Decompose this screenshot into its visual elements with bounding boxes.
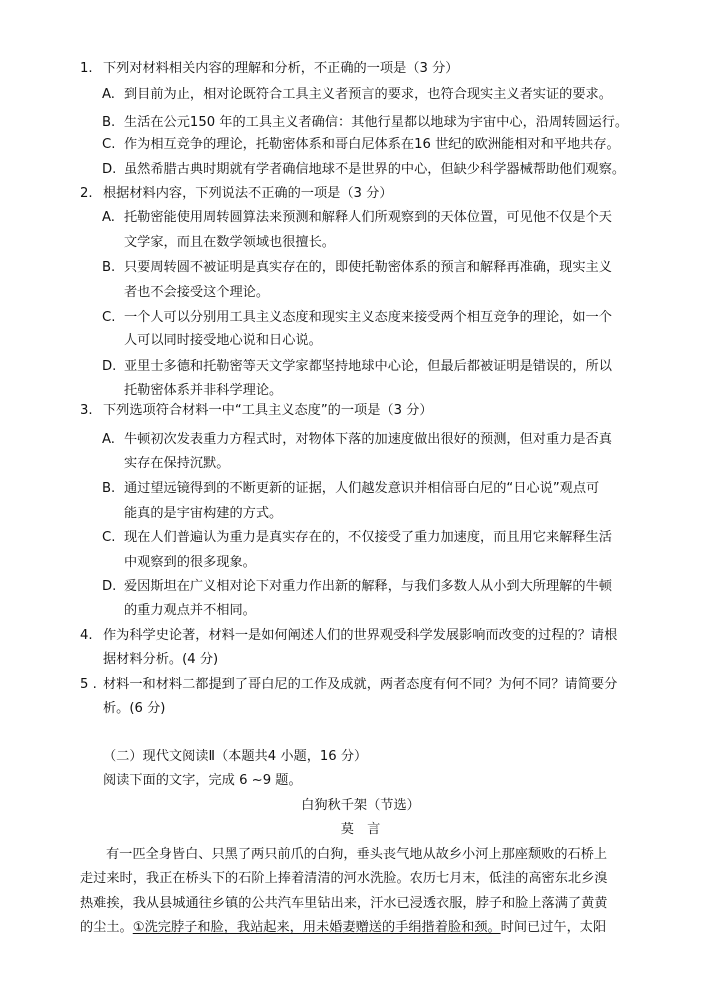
q3-option-a-label: A. <box>102 432 115 447</box>
q3-option-d-label: D. <box>102 579 117 594</box>
q3-option-b-label: B. <box>102 481 116 496</box>
q2-option-b-line-2: 者也不会接受这个理论。 <box>124 285 270 300</box>
q3-option-b-line-2: 能真的是宇宙构建的方式。 <box>124 506 283 521</box>
q3-option-a-line-1: 牛顿初次发表重力方程式时，对物体下落的加速度做出很好的预测，但对重力是否真 <box>124 432 612 447</box>
q1-option-b-label: B. <box>102 115 116 130</box>
q3-option-c-label: C. <box>102 530 116 545</box>
passage-title: 白狗秋千架（节选） <box>301 798 420 813</box>
passage-line-2: 走过来时，我正在桥头下的石阶上捧着清清的河水洗脸。农历七月末，低洼的高密东北乡溴 <box>80 871 608 886</box>
passage-line-1: 有一匹全身皆白、只黑了两只前爪的白狗，垂头丧气地从故乡小河上那座颓败的石桥上 <box>106 847 608 862</box>
section-instruction: 阅读下面的文字，完成 6 ~9 题。 <box>103 773 302 788</box>
section-heading: （二）现代文阅读Ⅱ（本题共4 小题，16 分） <box>103 749 368 764</box>
q2-option-d-line-2: 托勒密体系并非科学理论。 <box>124 383 283 398</box>
q2-option-d-label: D. <box>102 359 117 374</box>
question-5-number: 5 . <box>80 677 97 692</box>
q1-option-b-text: 生活在公元150 年的工具主义者确信：其他行星都以地球为宇宙中心，沿周转圆运行。 <box>124 115 629 130</box>
underlined-sentence-1: ①洗完脖子和脸，我站起来，用未婚妻赠送的手绢揩着脸和颈。 <box>132 920 501 935</box>
q2-option-c-label: C. <box>102 310 116 325</box>
question-1-stem: 下列对材料相关内容的理解和分析，不正确的一项是（3 分） <box>103 61 459 76</box>
q1-option-a-text: 到目前为止，相对论既符合工具主义者预言的要求，也符合现实主义者实证的要求。 <box>124 87 612 102</box>
q2-option-a-line-2: 文学家，而且在数学领域也很擅长。 <box>124 235 335 250</box>
question-5-line-2: 析。(6 分) <box>103 701 166 716</box>
q3-option-d-line-1: 爱因斯坦在广义相对论下对重力作出新的解释，与我们多数人从小到大所理解的牛顿 <box>124 579 612 594</box>
question-4-number: 4. <box>80 628 93 643</box>
q1-option-d-label: D. <box>102 162 117 177</box>
passage-line-4-prefix: 的尘土。 <box>80 920 133 935</box>
passage-line-4-suffix: 时间已过午，太阳 <box>500 920 607 935</box>
q3-option-d-line-2: 的重力观点并不相同。 <box>124 603 256 618</box>
q2-option-c-line-2: 人可以同时接受地心说和日心说。 <box>124 333 322 348</box>
q3-option-c-line-1: 现在人们普遍认为重力是真实存在的，不仅接受了重力加速度，而且用它来解释生活 <box>124 530 612 545</box>
q2-option-d-line-1: 亚里士多德和托勒密等天文学家都坚持地球中心论，但最后都被证明是错误的，所以 <box>124 359 612 374</box>
q3-option-b-line-1: 通过望远镜得到的不断更新的证据，人们越发意识并相信哥白尼的“日心说”观点可 <box>124 481 600 496</box>
q1-option-a-label: A. <box>102 87 115 102</box>
question-2-stem: 根据材料内容，下列说法不正确的一项是（3 分） <box>103 186 393 201</box>
q3-option-a-line-2: 实存在保持沉默。 <box>124 456 230 471</box>
q1-option-d-text: 虽然希腊古典时期就有学者确信地球不是世界的中心，但缺少科学器械帮助他们观察。 <box>124 162 626 177</box>
question-3-number: 3. <box>80 403 93 418</box>
question-1-number: 1. <box>80 61 93 76</box>
passage-author: 莫 言 <box>340 822 381 837</box>
q2-option-b-label: B. <box>102 260 116 275</box>
question-4-line-2: 据材料分析。(4 分) <box>103 652 219 667</box>
q2-option-a-label: A. <box>102 210 115 225</box>
passage-line-4 <box>80 919 606 937</box>
passage-line-3: 热难挨，我从县城通往乡镇的公共汽车里钻出来，汗水已浸透衣服，脖子和脸上落满了黄黄 <box>80 896 608 911</box>
question-2-number: 2. <box>80 186 93 201</box>
question-3-stem: 下列选项符合材料一中“工具主义态度”的一项是（3 分） <box>103 403 433 418</box>
q1-option-c-label: C. <box>102 137 116 152</box>
q2-option-b-line-1: 只要周转圆不被证明是真实存在的，即使托勒密体系的预言和解释再准确，现实主义 <box>124 260 612 275</box>
q2-option-c-line-1: 一个人可以分别用工具主义态度和现实主义态度来接受两个相互竞争的理论，如一个 <box>124 310 612 325</box>
q2-option-a-line-1: 托勒密能使用周转圆算法来预测和解释人们所观察到的天体位置，可见他不仅是个天 <box>124 210 612 225</box>
q3-option-c-line-2: 中观察到的很多现象。 <box>124 555 256 570</box>
question-5-line-1: 材料一和材料二都提到了哥白尼的工作及成就，两者态度有何不同？为何不同？请简要分 <box>103 677 618 692</box>
q1-option-c-text: 作为相互竞争的理论，托勒密体系和哥白尼体系在16 世纪的欧洲能相对和平地共存。 <box>124 137 620 152</box>
question-4-line-1: 作为科学史论著，材料一是如何阐述人们的世界观受科学发展影响而改变的过程的？请根 <box>103 628 618 643</box>
